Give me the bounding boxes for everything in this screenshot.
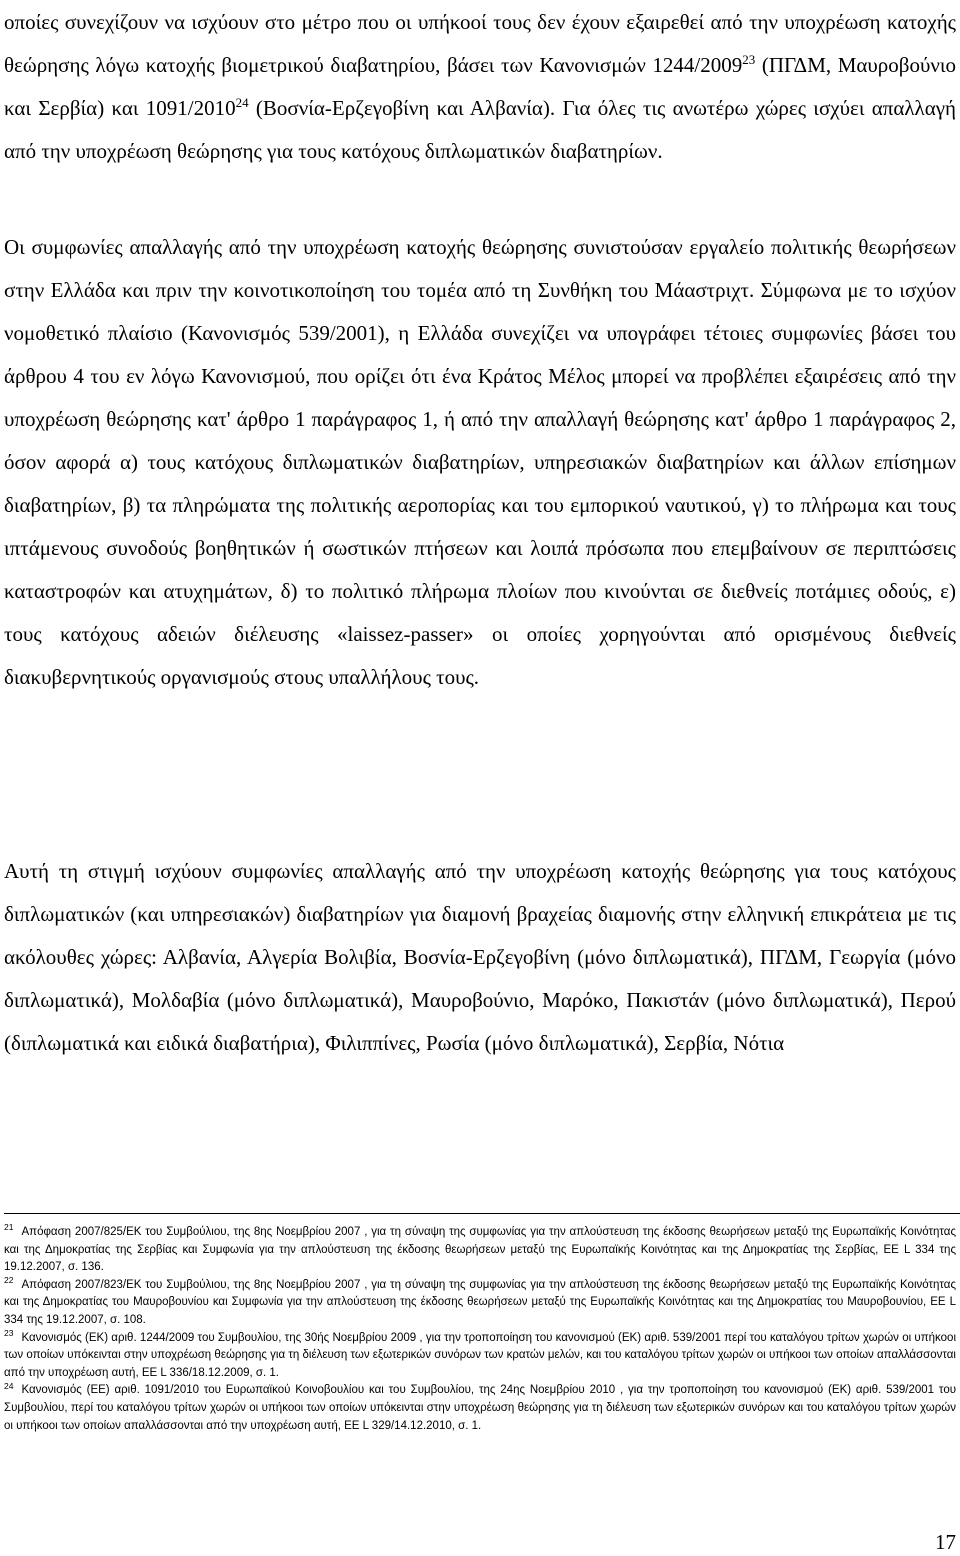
footnote-23: [4, 1327, 956, 1383]
paragraph-current-agreements: Αυτή τη στιγμή ισχύουν συμφωνίες απαλλαγής από την υποχρέωση κατοχής θεώρησης για τους κατόχους διπλωματικών (και υπηρεσιακών) διαβατηρίων για διαμονή βραχείας διαμονής στην ελληνική επικράτεια με τις ακόλουθες χώρες: Αλβανία, Αλγερία Βολιβία, Βοσνία-Ερζεγοβίνη (μόνο διπλωματικά), ΠΓΔΜ, Γεωργία (μόνο διπλωματικά), Μολδαβία (μόνο διπλωματικά), Μαυροβούνιο, Μαρόκο, Πακιστάν (μόνο διπλωματικά), Περού (διπλωματικά και ειδικά διαβατήρια), Φιλιππίνες, Ρωσία (μόνο διπλωματικά), Σερβία, Νότια: [4, 859, 956, 1055]
footnote-separator: [4, 1213, 960, 1214]
footnote-text: Απόφαση 2007/825/ΕΚ του Συμβούλιου, της 8ης Νοεμβρίου 2007 , για τη σύναψη της συμφωνίας για την απλούστευση της έκδοσης θεωρήσεων μεταξύ της Ευρωπαϊκής Κοινότητας και της Δημοκρατίας της Σερβίας και Συμφωνία για την απλούστευση της έκδοσης θεωρήσεων μεταξύ της Ευρωπαϊκής Κοινότητας και της Δημοκρατίας της Σερβίας, ΕΕ L 334 της 19.12.2007, σ. 136.: [4, 1226, 956, 1274]
footnote-number: 23: [4, 1327, 14, 1338]
footnote-number: 24: [4, 1380, 14, 1391]
paragraph-continuation: [4, 1, 956, 173]
footnote-text: Κανονισμός (ΕΚ) αριθ. 1244/2009 του Συμβουλίου, της 30ής Νοεμβρίου 2009 , για την τροποποίηση του κανονισμού (ΕΚ) αριθ. 539/2001 περί του καταλόγου τρίτων χωρών οι υπήκοοι των οποίων υπόκεινται στην υποχρέωση θεώρησης για τη διέλευση των εξωτερικών συνόρων των κρατών μελών, και του καταλόγου τρίτων χωρών οι υπήκοοι των οποίων απαλλάσσονται από την υποχρέωση αυτή, ΕΕ L 336/18.12.2009, σ. 1.: [4, 1331, 956, 1379]
paragraph-text: (ΠΓΔΜ, Μαυροβούνιο και Σερβία) και 1091/2010: [4, 53, 956, 120]
footnote-text: Απόφαση 2007/823/ΕΚ του Συμβούλιου, της 8ης Νοεμβρίου 2007 , για τη σύναψη της συμφωνίας για την απλούστευση της έκδοσης θεωρήσεων μεταξύ της Ευρωπαϊκής Κοινότητας και της Δημοκρατίας του Μαυροβουνίου και Συμφωνία για την απλούστευση της έκδοσης θεωρήσεων μεταξύ της Ευρωπαϊκής Κοινότητας και της Δημοκρατίας του Μαυροβουνίου, ΕΕ L 334 της 19.12.2007, σ. 108.: [4, 1278, 956, 1326]
paragraph-visa-agreements: Οι συμφωνίες απαλλαγής από την υποχρέωση κατοχής θεώρησης συνιστούσαν εργαλείο πολιτικής θεωρήσεων στην Ελλάδα και πριν την κοινοτικοποίηση του τομέα από τη Συνθήκη του Μάαστριχτ. Σύμφωνα με το ισχύον νομοθετικό πλαίσιο (Κανονισμός 539/2001), η Ελλάδα συνεχίζει να υπογράφει τέτοιες συμφωνίες βάσει του άρθρου 4 του εν λόγω Κανονισμού, που ορίζει ότι ένα Κράτος Μέλος μπορεί να προβλέπει εξαιρέσεις από την υποχρέωση θεώρησης κατ' άρθρο 1 παράγραφος 1, ή από την απαλλαγή θεώρησης κατ' άρθρο 1 παράγραφος 2, όσον αφορά α) τους κατόχους διπλωματικών διαβατηρίων, υπηρεσιακών διαβατηρίων και άλλων επίσημων διαβατηρίων, β) τα πληρώματα της πολιτικής αεροπορίας και του εμπορικού ναυτικού, γ) το πλήρωμα και τους ιπτάμενους συνοδούς βοηθητικών ή σωστικών πτήσεων και λοιπά πρόσωπα που επεμβαίνουν σε περιπτώσεις καταστροφών και ατυχημάτων, δ) το πολιτικό πλήρωμα πλοίων που κινούνται σε διεθνείς ποτάμιες οδούς, ε) τους κατόχους αδειών διέλευσης «laissez-passer» οι οποίες χορηγούνται από ορισμένους διεθνείς διακυβερνητικούς οργανισμούς στους υπαλλήλους τους.: [4, 235, 956, 689]
paragraph-text: οποίες συνεχίζουν να ισχύουν στο μέτρο που οι υπήκοοί τους δεν έχουν εξαιρεθεί από την υποχρέωση κατοχής θεώρησης λόγω κατοχής βιομετρικού διαβατηρίου, βάσει των Κανονισμών 1244/2009: [4, 10, 956, 77]
footnote-24: [4, 1382, 956, 1435]
footnote-22: [4, 1274, 956, 1330]
footnote-ref-23[interactable]: 23: [742, 52, 756, 67]
footnote-number: 22: [4, 1274, 14, 1285]
footnotes-section: [4, 1224, 956, 1435]
footnote-21: [4, 1224, 956, 1277]
footnote-number: 21: [4, 1222, 14, 1233]
page-number: 17: [935, 1530, 956, 1554]
footnote-text: Κανονισμός (ΕΕ) αριθ. 1091/2010 του Ευρωπαϊκού Κοινοβουλίου και του Συμβουλίου, της 24ης Νοεμβρίου 2010 , για την τροποποίηση του κανονισμού (ΕΚ) αριθ. 539/2001 του Συμβουλίου, περί του καταλόγου τρίτων χωρών οι υπήκοοι των οποίων υπόκεινται στην υποχρέωση θεώρησης για τη διέλευση των εξωτερικών συνόρων και του καταλόγου τρίτων χωρών οι υπήκοοι των οποίων απαλλάσσονται από την υποχρέωση αυτή, ΕΕ L 329/14.12.2010, σ. 1.: [4, 1384, 956, 1432]
footnote-ref-24[interactable]: 24: [235, 95, 249, 110]
paragraph-text: (Βοσνία-Ερζεγοβίνη και Αλβανία). Για όλες τις ανωτέρω χώρες ισχύει απαλλαγή από την υποχρέωση θεώρησης για τους κατόχους διπλωματικών διαβατηρίων.: [4, 96, 956, 163]
